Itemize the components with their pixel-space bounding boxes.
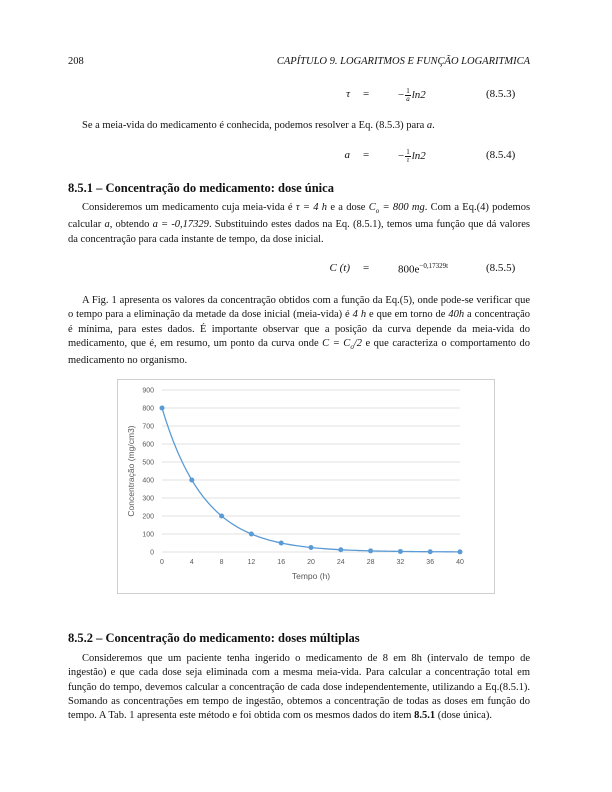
data-point xyxy=(249,532,254,537)
paragraph-text: . Com a Eq.(4) podemos calcular xyxy=(68,202,531,231)
paragraph-text: A Fig. 1 apresenta os valores da concentração obtidos com a função da Eq.(5), onde pode-se verificar que o tempo para a eliminação da metade da dose inicial (meia-vida) é xyxy=(68,295,530,321)
equation-8-5-4 xyxy=(0,149,612,165)
x-tick-label: 0 xyxy=(160,559,164,566)
y-axis-title: Concentração (mg/cm3) xyxy=(126,425,136,517)
equation-8-5-3 xyxy=(0,88,612,104)
equation-tail: ln2 xyxy=(411,150,426,163)
x-tick-label: 28 xyxy=(366,559,375,566)
y-tick-label: 0 xyxy=(150,549,154,557)
paragraph-text: e a dose xyxy=(327,202,369,213)
dose-symbol: C xyxy=(368,202,376,213)
chapter-title: CAPÍTULO 9. LOGARITMOS E FUNÇÃO LOGARITMICA xyxy=(276,56,530,67)
c-expression-end: /2 xyxy=(353,337,362,349)
x-axis-title: Tempo (h) xyxy=(291,571,331,581)
paragraph-text: . Substituindo estes dados na Eq. (8.5.1), temos uma função que dá valores da concentração para cada instante de tempo, da dose inicial. xyxy=(68,219,530,245)
section-title-8-5-2: 8.5.2 – Concentração do medicamento: doses múltiplas xyxy=(68,631,360,645)
paragraph-text: a concentração é mínima, para estes dados. É importante observar que a posição da curva depende da meia-vida do medicamento, que é, em resumo, um ponto da curva onde xyxy=(68,309,530,349)
equation-rhs xyxy=(398,262,448,276)
data-point xyxy=(338,547,343,552)
x-tick-label: 16 xyxy=(277,559,286,566)
y-tick-label: 800 xyxy=(142,405,154,413)
x-tick-label: 4 xyxy=(189,559,194,566)
dose-subscript: o xyxy=(375,207,380,216)
equation-lhs: τ xyxy=(346,88,350,100)
fraction-denominator: τ xyxy=(406,156,410,164)
y-tick-label: 400 xyxy=(142,477,154,485)
minus-sign: − xyxy=(398,89,405,102)
paragraph-text: Se a meia-vida do medicamento é conhecida, podemos resolver a Eq. (8.5.3) para xyxy=(82,120,427,131)
equation-exponent: −0,17329t xyxy=(419,262,449,270)
y-tick-label: 300 xyxy=(142,495,154,503)
equation-lhs: C (t) xyxy=(329,262,350,274)
x-tick-label: 8 xyxy=(219,559,224,566)
paragraph-text-end: . xyxy=(432,120,435,131)
data-point xyxy=(368,548,373,553)
equation-number: (8.5.4) xyxy=(486,149,516,161)
data-point xyxy=(189,478,194,483)
paragraph-4 xyxy=(68,652,530,723)
variable-a: a xyxy=(104,219,110,231)
x-tick-label: 12 xyxy=(247,559,256,566)
equation-lhs: a xyxy=(344,149,350,161)
equation-rhs xyxy=(398,149,426,164)
variable-a: a xyxy=(426,120,433,131)
equation-8-5-5 xyxy=(0,262,612,278)
y-tick-label: 100 xyxy=(142,531,154,539)
data-point xyxy=(458,549,463,554)
half-life-value: 4 h xyxy=(352,309,367,321)
minus-sign: − xyxy=(398,150,405,163)
fraction xyxy=(405,149,411,164)
section-reference: 8.5.1 xyxy=(414,710,436,722)
equation-equals: = xyxy=(363,88,370,100)
equation-tail: ln2 xyxy=(411,89,426,102)
paragraph-text-end: (dose única). xyxy=(435,710,492,722)
data-point xyxy=(398,549,403,554)
data-point xyxy=(219,514,224,519)
concentration-chart xyxy=(117,379,495,594)
x-tick-label: 32 xyxy=(396,559,405,566)
y-tick-label: 600 xyxy=(142,441,154,449)
paragraph-3 xyxy=(68,294,530,369)
section-title-8-5-1: 8.5.1 – Concentração do medicamento: dose única xyxy=(68,181,334,195)
data-point xyxy=(309,545,314,550)
data-point xyxy=(279,541,284,546)
paragraph-1 xyxy=(68,119,530,133)
fraction-denominator: a xyxy=(406,95,410,103)
x-tick-label: 36 xyxy=(426,559,435,566)
paragraph-text: , obtendo xyxy=(109,219,153,231)
equation-rhs xyxy=(398,88,426,103)
y-tick-label: 200 xyxy=(142,513,154,521)
fraction-numerator: 1 xyxy=(406,87,410,95)
c-subscript: o xyxy=(350,342,354,351)
chart-svg xyxy=(118,380,494,593)
equation-equals: = xyxy=(363,262,370,274)
data-point xyxy=(160,406,165,411)
x-tick-label: 40 xyxy=(456,559,464,566)
paragraph-text: e que em torno de xyxy=(366,309,449,321)
min-time-value: 40h xyxy=(448,309,465,321)
paragraph-2 xyxy=(68,201,530,247)
tau-value: τ = 4 h xyxy=(295,202,328,213)
dose-value: = 800 mg xyxy=(379,202,425,213)
paragraph-text: Consideremos que um paciente tenha ingerido o medicamento de 8 em 8h (intervalo de tempo de ingestão) e que cada dose seja eliminada com a mesma meia-vida. Para calcular a concentração total em função do tempo, devemos calcular a concentração de cada dose independentemente, utilizando a Eq.(8.5.1). Somando as concentrações em tempo de ingestão, obtemos a concentração de todas as doses em função do tempo. A Tab. 1 apresenta este método e foi obtida com os mesmos dados do item xyxy=(68,653,530,722)
page-number: 208 xyxy=(68,56,84,67)
fraction-numerator: 1 xyxy=(406,148,410,156)
y-tick-label: 500 xyxy=(142,459,154,467)
fraction xyxy=(405,88,411,103)
x-tick-label: 24 xyxy=(336,559,345,566)
x-tick-label: 20 xyxy=(307,559,315,566)
a-value: a = -0,17329 xyxy=(152,219,209,231)
y-tick-label: 900 xyxy=(142,387,154,395)
equation-base: 800e xyxy=(398,263,420,276)
y-tick-label: 700 xyxy=(142,423,154,431)
c-expression: C = C xyxy=(322,337,351,349)
equation-equals: = xyxy=(363,149,370,161)
equation-number: (8.5.5) xyxy=(486,262,516,274)
paragraph-text: Consideremos um medicamento cuja meia-vida é xyxy=(82,202,296,213)
data-point xyxy=(428,549,433,554)
paragraph-text: e que caracteriza o comportamento do medicamento no organismo. xyxy=(68,337,531,367)
equation-number: (8.5.3) xyxy=(486,88,516,100)
